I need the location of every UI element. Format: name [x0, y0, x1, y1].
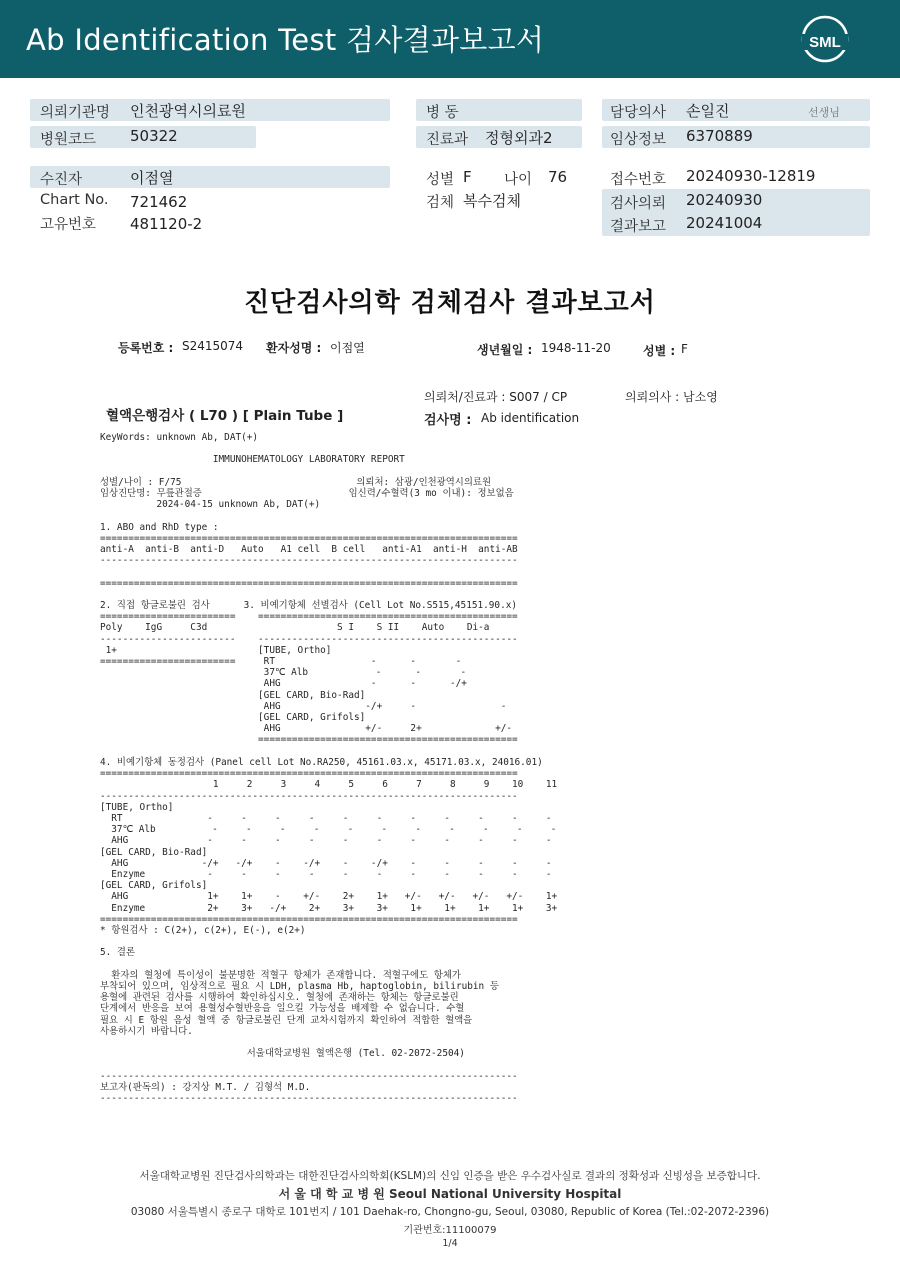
- report-title: Ab Identification Test 검사결과보고서: [26, 23, 545, 57]
- report-line: RT - - - - - - - - - - -: [100, 812, 552, 824]
- footer-hospital: 서 울 대 학 교 병 원 Seoul National University Hospital: [278, 1187, 622, 1201]
- report-line: Poly IgG C3d S I S II Auto Di-a: [100, 622, 490, 634]
- report-line: ======================== ==============================================: [100, 611, 518, 623]
- report-line: [100, 1037, 557, 1048]
- unique-value: 481120-2: [130, 215, 203, 233]
- report-line: 사용하시기 바랍니다.: [100, 1025, 193, 1037]
- report-line: [TUBE, Ortho]: [100, 801, 174, 813]
- test-name-value: Ab identification: [481, 411, 580, 425]
- report-line: --------------------------------------------------------------------------: [100, 1092, 518, 1104]
- specimen-label: 검체: [426, 195, 455, 211]
- report-line: 필요 시 E 항원 음성 혈액 중 항글로불린 단계 교차시험까지 확인하여 적합한 혈액을: [100, 1014, 473, 1026]
- report-line: KeyWords: unknown Ab, DAT(+): [100, 432, 259, 443]
- report-date-label: 결과보고: [610, 219, 667, 235]
- code-label: 병원코드: [40, 132, 97, 148]
- report-line: [GEL CARD, Bio-Rad]: [100, 689, 366, 701]
- report-line: 1+ [TUBE, Ortho]: [100, 644, 332, 656]
- report-line: ==========================================================================: [100, 768, 518, 780]
- footer-certification: 서울대학교병원 진단검사의학과는 대한진단검사의학회(KSLM)의 신임 인증을 받은 우수검사실로 결과의 정확성과 신빙성을 보증합니다.: [139, 1170, 761, 1182]
- page-number: 1/4: [442, 1238, 458, 1249]
- chart-label: Chart No.: [40, 192, 109, 208]
- report-line: 1. ABO and RhD type :: [100, 521, 219, 533]
- report-line: 4. 비예기항체 동정검사 (Panel cell Lot No.RA250, 45161.03.x, 45171.03.x, 24016.01): [100, 756, 543, 768]
- reg-value: S2415074: [182, 339, 244, 353]
- document-title: 진단검사의학 검체검사 결과보고서: [244, 288, 656, 318]
- report-line: [100, 466, 557, 477]
- doctor-value: 손일진: [686, 102, 730, 120]
- clinical-value: 6370889: [686, 127, 753, 145]
- referral-text: 의뢰처/진료과 : S007 / CP: [424, 390, 568, 404]
- report-line: ==========================================================================: [100, 532, 518, 544]
- report-line: ------------------------ ----------------------------------------------: [100, 633, 518, 645]
- report-line: ==========================================================================: [100, 577, 518, 589]
- report-date-value: 20241004: [686, 214, 763, 232]
- report-line: AHG +/- 2+ +/-: [100, 723, 513, 735]
- doc-sex-label: 성별 :: [643, 344, 676, 358]
- footer-address: 03080 서울특별시 종로구 대학로 101번지 / 101 Daehak-ro, Chongno-gu, Seoul, 03080, Republic of Korea (Tel.:02-2072-2396): [130, 1206, 770, 1218]
- logo-text: SML: [809, 34, 841, 51]
- report-line: anti-A anti-B anti-D Auto A1 cell B cell anti-A1 anti-H anti-AB: [100, 544, 518, 556]
- report-line: 성별/나이 : F/75 의뢰처: 삼광/인천광역시의료원: [100, 476, 492, 488]
- hospital-value: 인천광역시의료원: [130, 102, 246, 120]
- report-line: [100, 1059, 557, 1070]
- report-line: 단계에서 반응을 보여 용혈성수혈반응을 일으킬 가능성을 배제할 수 없습니다. 수혈: [100, 1003, 465, 1015]
- report-line: ==============================================: [100, 734, 518, 746]
- report-line: 환자의 혈청에 특이성이 불분명한 적혈구 항체가 존재합니다. 적혈구에도 항체가: [100, 969, 461, 981]
- report-line: --------------------------------------------------------------------------: [100, 555, 518, 567]
- report-line: [GEL CARD, Grifols]: [100, 880, 208, 892]
- doctor-suffix: 선생님: [808, 106, 840, 119]
- report-line: 서울대학교병원 혈액은행 (Tel. 02-2072-2504): [100, 1048, 465, 1060]
- report-line: AHG 1+ 1+ - +/- 2+ 1+ +/- +/- +/- +/- 1+: [100, 891, 558, 903]
- report-line: --------------------------------------------------------------------------: [100, 1070, 518, 1082]
- report-line: AHG -/+ -/+ - -/+ - -/+ - - - - -: [100, 857, 552, 869]
- report-line: ==========================================================================: [100, 913, 518, 925]
- report-line: 1 2 3 4 5 6 7 8 9 10 11: [100, 779, 558, 791]
- report-line: [100, 566, 557, 577]
- unique-label: 고유번호: [40, 217, 97, 233]
- request-value: 20240930: [686, 191, 763, 209]
- report-line: 37℃ Alb - - - - - - - - - - -: [100, 824, 557, 836]
- report-line: [GEL CARD, Bio-Rad]: [100, 846, 208, 858]
- doc-sex-value: F: [681, 342, 688, 356]
- patient-bar: [30, 166, 390, 188]
- report-line: 2024-04-15 unknown Ab, DAT(+): [100, 499, 321, 511]
- report-line: 5. 결론: [100, 947, 136, 959]
- report-line: 보고자(판독의) : 강지상 M.T. / 김형석 M.D.: [100, 1081, 311, 1093]
- request-label: 검사의뢰: [610, 196, 667, 212]
- report-line: --------------------------------------------------------------------------: [100, 790, 518, 802]
- section-heading: 혈액은행검사 ( L70 ) [ Plain Tube ]: [106, 408, 344, 424]
- header-bar: [0, 0, 900, 78]
- age-label: 나이: [504, 172, 533, 188]
- dept-value: 정형외과2: [485, 129, 553, 147]
- dob-value: 1948-11-20: [541, 341, 611, 355]
- report-line: AHG - - - - - - - - - - -: [100, 835, 552, 847]
- sex-value: F: [463, 168, 472, 186]
- sex-label: 성별: [426, 172, 455, 188]
- hospital-label: 의뢰기관명: [40, 105, 111, 121]
- chart-value: 721462: [130, 193, 188, 211]
- report-line: [100, 510, 557, 521]
- patient-value: 이점열: [130, 169, 174, 187]
- report-line: [GEL CARD, Grifols]: [100, 712, 366, 724]
- sml-logo-icon: [800, 14, 850, 64]
- ward-label: 병 동: [426, 105, 459, 121]
- report-line: 37℃ Alb - - -: [100, 667, 467, 679]
- patient-label: 수진자: [40, 172, 83, 188]
- report-line: [100, 589, 557, 600]
- name-value: 이점열: [330, 341, 365, 355]
- dob-label: 생년월일 :: [477, 343, 533, 357]
- specimen-value: 복수검체: [463, 192, 521, 210]
- reg-label: 등록번호 :: [118, 341, 174, 355]
- test-name-label: 검사명 :: [424, 413, 472, 428]
- age-value: 76: [548, 168, 568, 186]
- doctor-label: 담당의사: [610, 105, 667, 121]
- referring-doctor: 의뢰의사 : 남소영: [625, 390, 718, 404]
- report-line: AHG - - -/+: [100, 678, 467, 690]
- report-line: 부착되어 있으며, 임상적으로 필요 시 LDH, plasma Hb, haptoglobin, bilirubin 등: [100, 980, 499, 992]
- footer-institution-code: 기관번호:11100079: [403, 1225, 497, 1236]
- clinical-label: 임상정보: [610, 132, 667, 148]
- dept-label: 진료과: [426, 132, 469, 148]
- receipt-label: 접수번호: [610, 172, 667, 188]
- report-line: Enzyme 2+ 3+ -/+ 2+ 3+ 3+ 1+ 1+ 1+ 1+ 3+: [100, 902, 558, 914]
- report-line: [100, 443, 557, 454]
- report-line: Enzyme - - - - - - - - - - -: [100, 868, 552, 880]
- report-line: [100, 959, 557, 970]
- receipt-value: 20240930-12819: [686, 167, 816, 185]
- report-line: 임상진단명: 무릎관절증 임신력/수혈력(3 mo 이내): 정보없음: [100, 488, 514, 500]
- report-line: IMMUNOHEMATOLOGY LABORATORY REPORT: [100, 454, 405, 466]
- report-line: ======================== RT - - -: [100, 656, 462, 668]
- report-line: [100, 746, 557, 757]
- name-label: 환자성명 :: [266, 341, 322, 355]
- report-line: * 항원검사 : C(2+), c(2+), E(-), e(2+): [100, 924, 306, 936]
- report-line: 2. 직접 항글로불린 검사 3. 비예기항체 선별검사 (Cell Lot No.S515,45151.90.x): [100, 600, 518, 612]
- lab-report-body: [100, 432, 557, 1104]
- code-value: 50322: [130, 127, 178, 145]
- report-line: AHG -/+ - -: [100, 700, 507, 712]
- report-line: [100, 936, 557, 947]
- report-line: 용혈에 관련된 검사를 시행하여 확인하십시오. 혈청에 존재하는 항체는 항글로불린: [100, 992, 459, 1004]
